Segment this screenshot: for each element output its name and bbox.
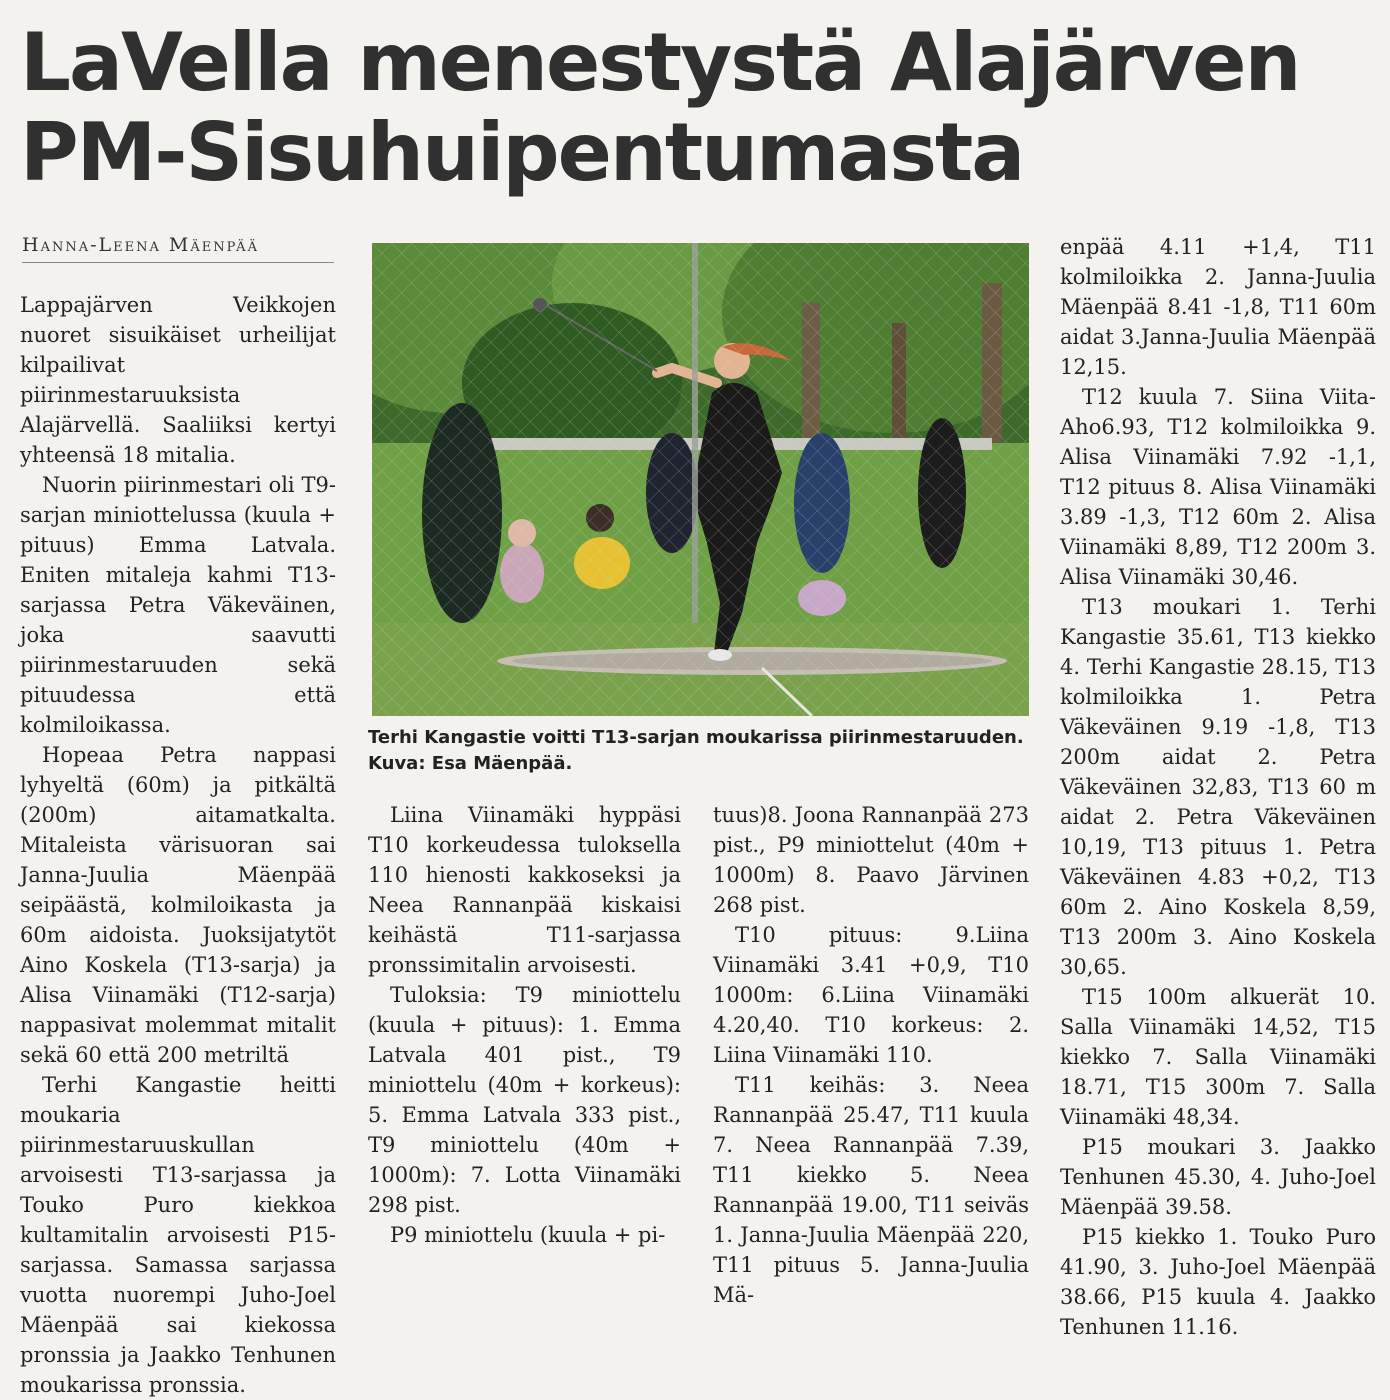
paragraph: P15 kiekko 1. Touko Puro 41.90, 3. Juho-Joel Mäenpää 38.66, P15 kuula 4. Jaakko Tenhunen 11.16.: [1060, 1225, 1376, 1339]
paragraph: T13 moukari 1. Terhi Kangastie 35.61, T13 kiekko 4. Terhi Kangastie 28.15, T13 kolmiloikka 1. Petra Väkeväinen 9.19 -1,8, T13 200m aidat 2. Petra Väkeväinen 32,83, T13 60 m aidat 2. Petra Väkeväinen 10,19, T13 pituus 1. Petra Väkeväinen 4.83 +0,2, T13 60m 2. Aino Koskela 8,59, T13 200m 3. Aino Koskela 30,65.: [1060, 595, 1376, 979]
paragraph: tuus)8. Joona Rannanpää 273 pist., P9 miniottelut (40m + 1000m) 8. Paavo Järvinen 268 pist.: [713, 803, 1029, 917]
paragraph: T11 keihäs: 3. Neea Rannanpää 25.47, T11 kuula 7. Neea Rannanpää 7.39, T11 kiekko 5. Neea Rannanpää 19.00, T11 seiväs 1. Janna-Juulia Mäenpää 220, T11 pituus 5. Janna-Juulia Mä-: [713, 1073, 1029, 1307]
caption-text: Terhi Kangastie voitti T13-sarjan moukarissa piirinmestaruuden.: [368, 727, 1024, 748]
headline-line-2: PM-Sisuhuipentumasta: [20, 106, 1024, 199]
byline: Hanna-Leena Mäenpää: [22, 234, 334, 263]
article-column-1: [20, 290, 336, 1400]
paragraph: P15 moukari 3. Jaakko Tenhunen 45.30, 4. Juho-Joel Mäenpää 39.58.: [1060, 1135, 1376, 1219]
paragraph: Liina Viinamäki hyppäsi T10 korkeudessa tuloksella 110 hienosti kakkoseksi ja Neea Rannanpää kiskaisi keihästä T11-sarjassa pronssimitalin arvoisesti.: [368, 803, 681, 977]
headline: [20, 18, 1360, 198]
paragraph: Hopeaa Petra nappasi lyhyeltä (60m) ja pitkältä (200m) aitamatkalta. Mitaleista värisuoran sai Janna-Juulia Mäenpää seipäästä, kolmiloikasta ja 60m aidoista. Juoksijatytöt Aino Koskela (T13-sarja) ja Alisa Viinamäki (T12-sarja) nappasivat molemmat mitalit sekä 60 että 200 metriltä: [20, 743, 336, 1067]
headline-line-1: LaVella menestystä Alajärven: [20, 16, 1300, 109]
paragraph: P9 miniottelu (kuula + pi-: [390, 1223, 666, 1247]
paragraph: enpää 4.11 +1,4, T11 kolmiloikka 2. Janna-Juulia Mäenpää 8.41 -1,8, T11 60m aidat 3.Janna-Juulia Mäenpää 12,15.: [1060, 235, 1376, 379]
hammer-throw-photo: [372, 243, 1029, 716]
photo-caption: [368, 725, 1028, 777]
paragraph: T10 pituus: 9.Liina Viinamäki 3.41 +0,9, T10 1000m: 6.Liina Viinamäki 4.20,40. T10 korkeus: 2. Liina Viinamäki 110.: [713, 923, 1029, 1067]
paragraph: Tuloksia: T9 miniottelu (kuula + pituus): 1. Emma Latvala 401 pist., T9 miniottelu (40m + korkeus): 5. Emma Latvala 333 pist., T9 miniottelu (40m + 1000m): 7. Lotta Viinamäki 298 pist.: [368, 983, 681, 1217]
paragraph: T12 kuula 7. Siina Viita-Aho6.93, T12 kolmiloikka 9. Alisa Viinamäki 7.92 -1,1, T12 pituus 8. Alisa Viinamäki 3.89 -1,3, T12 60m 2. Alisa Viinamäki 8,89, T12 200m 3. Alisa Viinamäki 30,46.: [1060, 385, 1376, 589]
article-photo: [372, 243, 1029, 716]
article-column-3: [713, 800, 1029, 1310]
paragraph: Lappajärven Veikkojen nuoret sisuikäiset urheilijat kilpailivat piirinmestaruuksista Alajärvellä. Saaliiksi kertyi yhteensä 18 mitalia.: [20, 293, 336, 467]
paragraph: Terhi Kangastie heitti moukaria piirinmestaruuskullan arvoisesti T13-sarjassa ja Touko Puro kiekkoa kultamitalin arvoisesti P15-sarjassa. Samassa sarjassa vuotta nuorempi Juho-Joel Mäenpää sai kiekossa pronssia ja Jaakko Tenhunen moukarissa pronssia.: [20, 1073, 336, 1397]
paragraph: T15 100m alkuerät 10. Salla Viinamäki 14,52, T15 kiekko 7. Salla Viinamäki 18.71, T15 300m 7. Salla Viinamäki 48,34.: [1060, 985, 1376, 1129]
article-column-4: [1060, 232, 1376, 1342]
paragraph: Nuorin piirinmestari oli T9-sarjan miniottelussa (kuula + pituus) Emma Latvala. Eniten mitaleja kahmi T13-sarjassa Petra Väkeväinen, joka saavutti piirinmestaruuden sekä pituudessa että kolmiloikassa.: [20, 473, 336, 737]
photo-credit: Kuva: Esa Mäenpää.: [368, 753, 573, 774]
article-column-2: [368, 800, 681, 1250]
